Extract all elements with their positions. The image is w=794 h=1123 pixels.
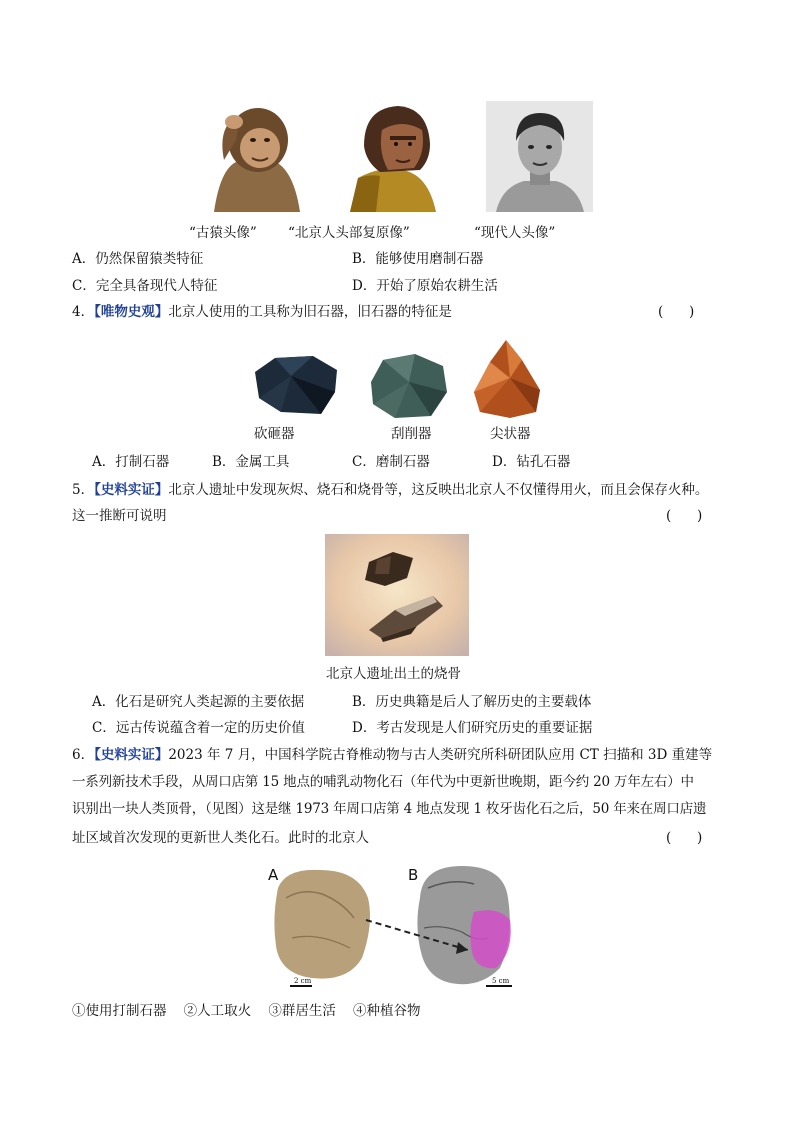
q5-option-b[interactable]: B．历史典籍是后人了解历史的主要载体 <box>352 694 592 710</box>
q5-number: 5． <box>72 482 95 498</box>
q5-text-line1: 北京人遗址中发现灰烬、烧石和烧骨等，这反映出北京人不仅懂得用火，而且会保存火种。 <box>168 482 709 498</box>
q4-option-a[interactable]: A．打制石器 <box>92 454 170 470</box>
figure-label-a: A <box>268 866 279 884</box>
q6-stem-line4: 址区域首次发现的更新世人类化石。此时的北京人 <box>72 830 369 846</box>
q3-option-c[interactable]: C．完全具备现代人特征 <box>72 278 218 294</box>
q6-tag: 【史料实证】 <box>94 747 169 763</box>
q4-answer-paren[interactable]: ( ) <box>658 304 695 320</box>
parietal-bone-figure <box>262 858 532 992</box>
burnt-bone-image <box>325 534 469 656</box>
chopper-tool-image <box>251 352 341 418</box>
q3-option-a[interactable]: A．仍然保留猿类特征 <box>72 251 204 267</box>
ape-head-image <box>206 100 306 212</box>
caption-ape-head: “古猿头像” <box>189 225 257 241</box>
burnt-bone-caption: 北京人遗址出土的烧骨 <box>326 666 461 682</box>
q3-option-b[interactable]: B．能够使用磨制石器 <box>352 251 484 267</box>
figure-label-b: B <box>408 866 419 884</box>
caption-scraper: 刮削器 <box>391 426 432 442</box>
q6-stem-line1 <box>72 745 712 765</box>
peking-man-head-image <box>340 100 444 212</box>
q5-stem-line1 <box>72 480 708 500</box>
figure-scale-b: 5 cm <box>492 977 510 985</box>
q4-text: 北京人使用的工具称为旧石器，旧石器的特征是 <box>168 304 452 320</box>
q5-option-a[interactable]: A．化石是研究人类起源的主要依据 <box>92 694 305 710</box>
point-tool-image <box>470 338 546 420</box>
q4-option-d[interactable]: D．钻孔石器 <box>492 454 571 470</box>
q6-choice-list: ①使用打制石器 ②人工取火 ③群居生活 ④种植谷物 <box>72 1003 421 1019</box>
q6-answer-paren[interactable]: ( ) <box>666 830 703 846</box>
caption-chopper: 砍砸器 <box>254 426 295 442</box>
q4-option-c[interactable]: C．磨制石器 <box>352 454 430 470</box>
q5-stem-line2: 这一推断可说明 <box>72 508 167 524</box>
caption-modern-human-head: “现代人头像” <box>474 225 556 241</box>
q6-number: 6． <box>72 747 95 763</box>
modern-human-head-image <box>486 101 593 212</box>
scraper-tool-image <box>365 352 451 420</box>
caption-peking-man-head: “北京人头部复原像” <box>288 225 410 241</box>
q4-option-b[interactable]: B．金属工具 <box>212 454 290 470</box>
q4-stem <box>72 302 452 322</box>
q5-tag: 【史料实证】 <box>94 482 169 498</box>
caption-point: 尖状器 <box>490 426 531 442</box>
q4-tag: 【唯物史观】 <box>94 304 169 320</box>
q6-text-line1: 2023 年 7 月，中国科学院古脊椎动物与古人类研究所科研团队应用 CT 扫描和 3D 重建等 <box>168 747 713 763</box>
q6-stem-line2: 一系列新技术手段，从周口店第 15 地点的哺乳动物化石（年代为中更新世晚期，距今约 20 万年左右）中 <box>72 774 694 790</box>
figure-scale-a: 2 cm <box>294 977 312 985</box>
q5-answer-paren[interactable]: ( ) <box>666 508 703 524</box>
q6-stem-line3: 识别出一块人类顶骨，（见图）这是继 1973 年周口店第 4 地点发现 1 枚牙齿化石之后，50 年来在周口店遗 <box>72 801 707 817</box>
q3-option-d[interactable]: D．开始了原始农耕生活 <box>352 278 498 294</box>
q4-number: 4． <box>72 304 95 320</box>
q5-option-d[interactable]: D．考古发现是人们研究历史的重要证据 <box>352 720 593 736</box>
q5-option-c[interactable]: C．远古传说蕴含着一定的历史价值 <box>92 720 305 736</box>
